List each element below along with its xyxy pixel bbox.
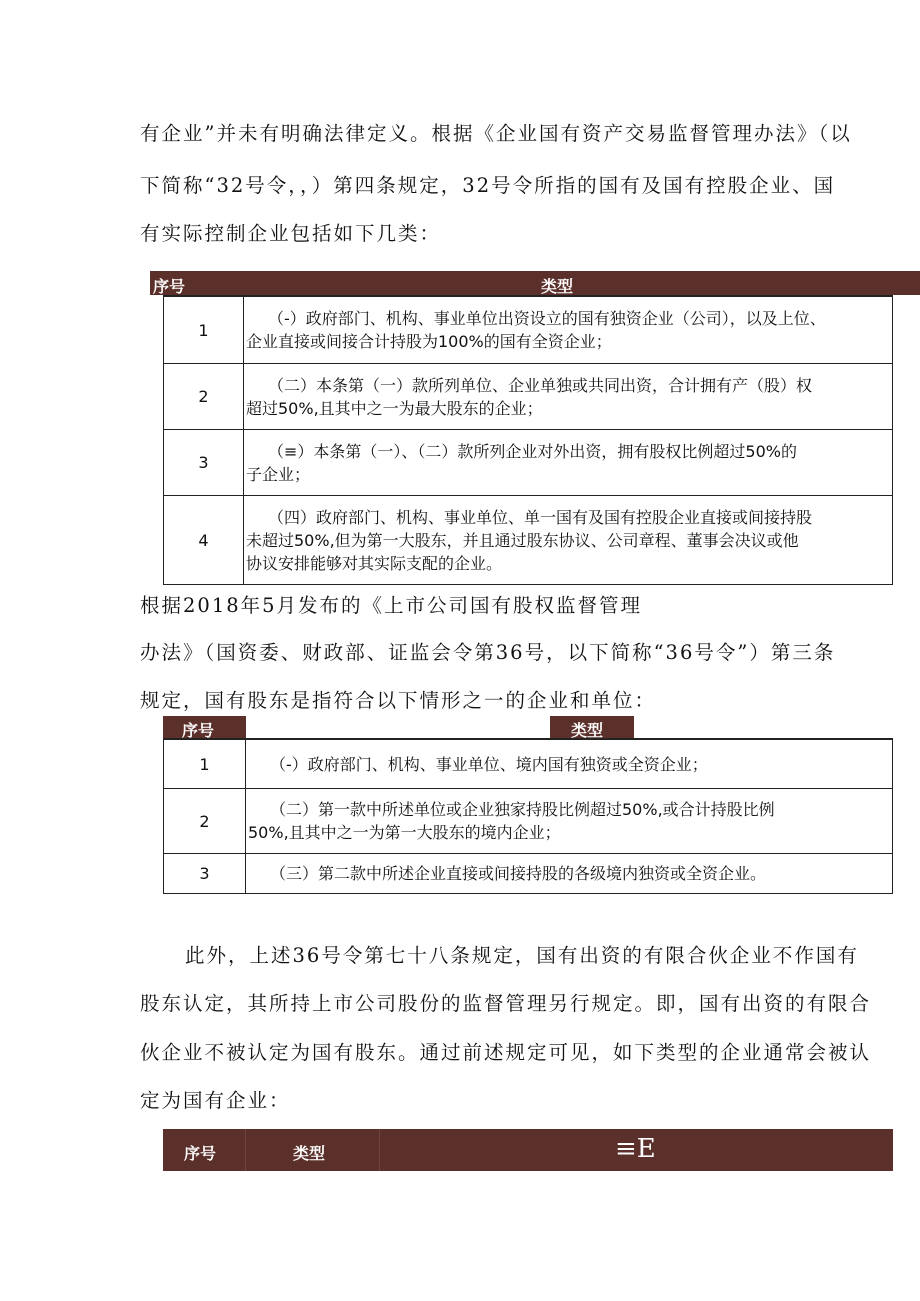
table-2-row-1-no: 1 xyxy=(199,754,210,774)
table-2-row-2-no: 2 xyxy=(199,811,210,831)
table-2-row-1-desc: （-）政府部门、机构、事业单位、境内国有独资或全资企业； xyxy=(270,754,708,774)
paragraph-1-line-1: 有企业”并未有明确法律定义。根据《企业国有资产交易监督管理办法》（以 xyxy=(140,122,852,145)
table-2 xyxy=(163,738,893,894)
table-3-header-extra: ≡E xyxy=(615,1134,656,1164)
paragraph-1-line-3: 有实际控制企业包括如下几类： xyxy=(140,222,442,245)
table-3-header-no: 序号 xyxy=(184,1144,217,1163)
paragraph-3-line-4: 定为国有企业： xyxy=(140,1089,291,1112)
table-1-row-3-no: 3 xyxy=(198,453,209,472)
table-2-row-3-desc: （三）第二款中所述企业直接或间接持股的各级境内独资或全资企业。 xyxy=(270,864,767,883)
table-1-row-2-desc: （二）本条第（一）款所列单位、企业单独或共同出资，合计拥有产（股）权 超过50%,且其中之一为最大股东的企业； xyxy=(246,375,813,418)
paragraph-1-line-2: 下简称“32号令，，）第四条规定，32号令所指的国有及国有控股企业、国 xyxy=(140,174,836,197)
table-row xyxy=(164,495,892,584)
table-1 xyxy=(163,295,893,585)
table-1-row-1-no: 1 xyxy=(198,320,209,340)
table-row xyxy=(164,788,892,853)
table-1-header-no: 序号 xyxy=(153,277,186,296)
table-1-row-4-no: 4 xyxy=(198,530,209,550)
table-1-row-1-desc: （-）政府部门、机构、事业单位出资设立的国有独资企业（公司），以及上位、 企业直接或间接合计持股为100%的国有全资企业； xyxy=(246,309,826,351)
table-2-header-no: 序号 xyxy=(182,721,215,740)
paragraph-2-line-3: 规定，国有股东是指符合以下情形之一的企业和单位： xyxy=(140,689,657,712)
table-2-row-3-no: 3 xyxy=(199,864,210,883)
table-row xyxy=(164,739,892,788)
table-row xyxy=(164,363,892,429)
table-2-row-2-desc: （二）第一款中所述单位或企业独家持股比例超过50%,或合计持股比例 50%,且其中之一为第一大股东的境内企业； xyxy=(248,800,775,842)
table-1-row-4-desc: （四）政府部门、机构、事业单位、单一国有及国有控股企业直接或间接持股 未超过50%,但为第一大股东，并且通过股东协议、公司章程、董事会决议或他 协议安排能够对其实际支配的企业。 xyxy=(246,507,813,573)
table-1-row-3-desc: （≡）本条第（一）、（二）款所列企业对外出资，拥有股权比例超过50%的 子企业； xyxy=(246,441,797,484)
table-2-header-type: 类型 xyxy=(571,721,604,740)
table-3-header xyxy=(163,1129,893,1171)
paragraph-2-line-2: 办法》（国资委、财政部、证监会令第36号，以下简称“36号令”）第三条 xyxy=(140,641,836,664)
table-row xyxy=(164,296,892,363)
paragraph-3-line-1: 此外，上述36号令第七十八条规定，国有出资的有限合伙企业不作国有 xyxy=(185,944,859,967)
table-2-header-no-cell xyxy=(163,716,246,738)
paragraph-3-line-3: 伙企业不被认定为国有股东。通过前述规定可见，如下类型的企业通常会被认 xyxy=(140,1041,872,1064)
table-3-header-type: 类型 xyxy=(293,1144,326,1163)
paragraph-2-line-1: 根据2018年5月发布的《上市公司国有股权监督管理 xyxy=(140,594,643,617)
table-1-header-type: 类型 xyxy=(541,277,574,296)
table-row xyxy=(164,429,892,495)
table-1-header xyxy=(150,271,920,295)
paragraph-3-line-2: 股东认定，其所持上市公司股份的监督管理另行规定。即，国有出资的有限合 xyxy=(140,992,872,1015)
table-1-row-2-no: 2 xyxy=(198,387,209,406)
table-2-header-type-cell xyxy=(550,716,634,738)
table-row xyxy=(164,853,892,893)
